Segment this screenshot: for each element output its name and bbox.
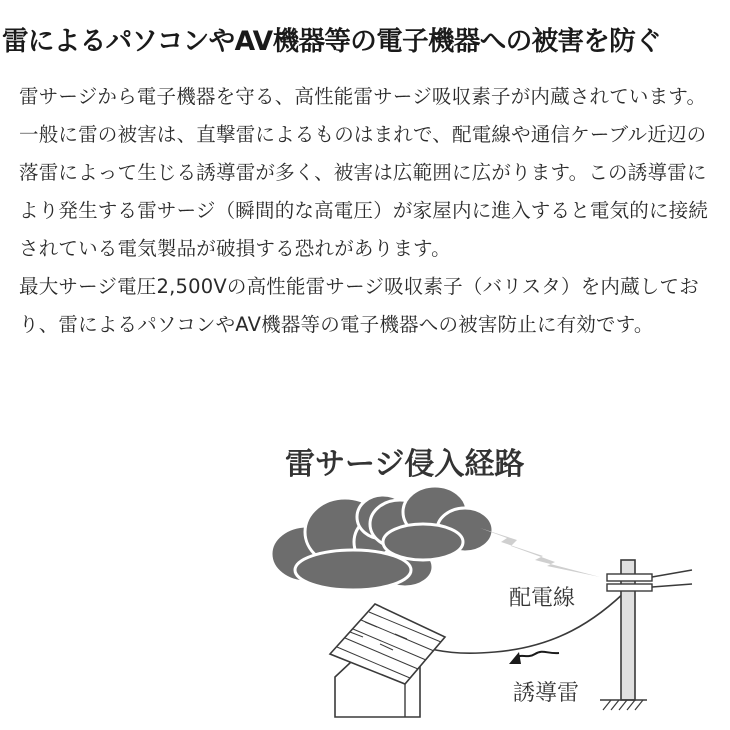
diagram-title: 雷サージ侵入経路 <box>285 447 525 482</box>
page-headline: 雷によるパソコンやAV機器等の電子機器への被害を防ぐ <box>2 26 662 57</box>
paragraph-surge-protection: 雷サージから電子機器を守る、高性能雷サージ吸収素子が内蔵されています。 <box>19 85 707 108</box>
induced-lightning-label: 誘導雷 <box>513 681 580 706</box>
diagram-illustration <box>255 432 710 722</box>
paragraph-induced-lightning: 一般に雷の被害は、直撃雷によるものはまれで、配電線や通信ケーブル近辺の落雷によって生じる誘導雷が多く、被害は広範囲に広がります。この誘導雷により発生する雷サージ（瞬間的な高電圧）が家屋内に進入すると電気的に接続されている電気製品が破損する恐れがあります。 <box>19 123 709 260</box>
power-line-label: 配電線 <box>509 586 576 611</box>
description-body <box>19 78 719 344</box>
storm-cloud-icon <box>271 486 493 590</box>
lightning-surge-diagram <box>255 432 710 722</box>
paragraph-varistor: 最大サージ電圧2,500Vの高性能雷サージ吸収素子（バリスタ）を内蔵しており、雷によるパソコンやAV機器等の電子機器への被害防止に有効です。 <box>19 275 699 336</box>
lightning-bolt-icon <box>480 528 600 577</box>
house-icon <box>330 604 445 717</box>
surge-arrow-icon <box>509 652 559 664</box>
utility-pole-icon <box>600 560 692 710</box>
